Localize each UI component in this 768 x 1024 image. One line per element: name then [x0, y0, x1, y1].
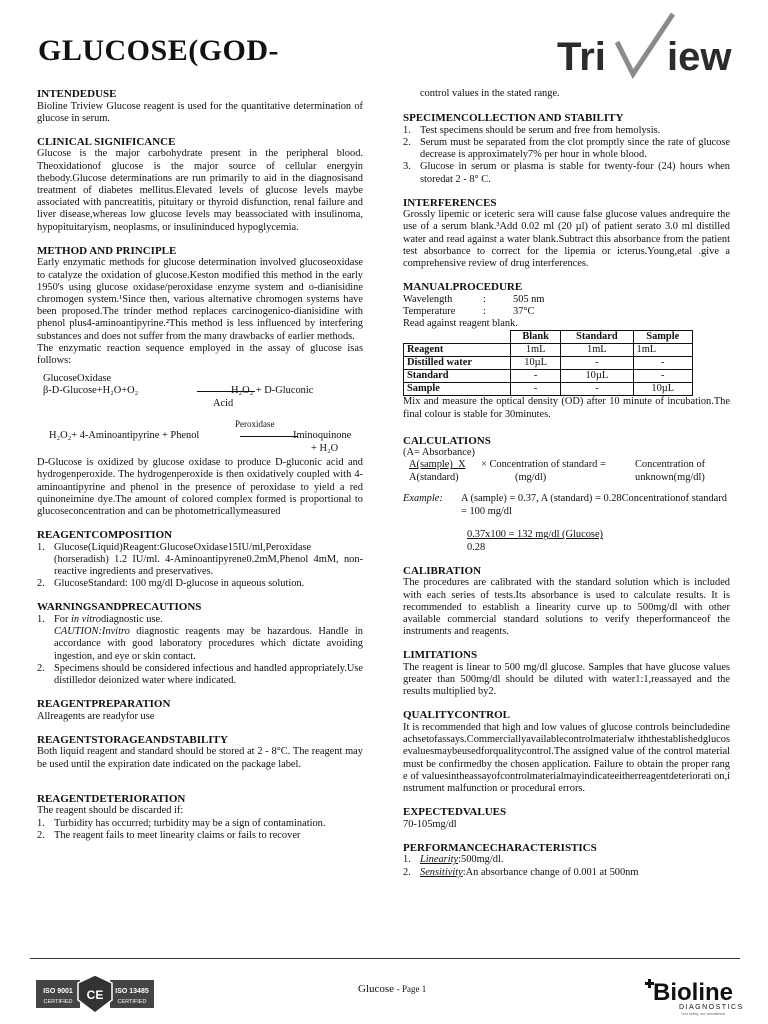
manual-heading: MANUALPROCEDURE [403, 281, 523, 294]
specimen-list [403, 125, 730, 186]
interferences-heading: INTERFERENCES [403, 196, 497, 209]
reaction-2-left: H₂O₂+ 4-Aminoantipyrine + Phenol [49, 430, 200, 442]
performance-heading: PERFORMANCECHARACTERISTICS [403, 841, 597, 854]
reaction-1-left: β-D-Glucose+H₂O+O₂ [43, 385, 139, 397]
list-item: 2. Sensitivity:An absorbance change of 0.001 at 500nm [403, 866, 639, 878]
list-item: 1. Glucose(Liquid)Reagent:GlucoseOxidase15IU/ml,Peroxidase (horseradish) 1.2 IU/ml. 4-Aminoantipyrene0.2mM,Phenol 4mM, non-reactive ingredients and preservatives. [37, 541, 363, 578]
reaction-2-right: Iminoquinone [293, 430, 352, 442]
performance-list [403, 854, 730, 878]
result-top: Concentration of [635, 459, 706, 471]
triview-logo [555, 12, 745, 82]
reaction-1-acid: Acid [213, 398, 234, 410]
enzyme-1: GlucoseOxidase [43, 373, 112, 385]
qc-heading: QUALITYCONTROL [403, 709, 510, 722]
table-row: Distilled water 10µL - - [404, 357, 693, 370]
iso-certification-badge [36, 974, 154, 1014]
unit: (mg/dl) [515, 472, 547, 484]
frac-bottom: A(standard) [409, 472, 459, 484]
deterioration-heading: REAGENTDETERIORATION [37, 792, 186, 805]
absorbance-note: (A= Absorbance) [403, 447, 475, 459]
example-text: A (sample) = 0.37, A (standard) = 0.28Concentrationof standard = 100 mg/dl [461, 493, 727, 517]
svg-text:iew: iew [667, 35, 732, 79]
example-label: Example: [403, 493, 443, 505]
header-sample: Sample [633, 331, 692, 344]
svg-text:ISO 9001: ISO 9001 [43, 988, 73, 995]
right-column [403, 88, 730, 879]
reagent-comp-list [37, 542, 363, 591]
expected-heading: EXPECTEDVALUES [403, 806, 507, 819]
intended-use-heading: INTENDEDUSE [37, 88, 117, 100]
svg-text:Your safety, our commitment: Your safety, our commitment [681, 1012, 726, 1016]
clinical-heading: CLINICAL SIGNIFICANCE [37, 135, 176, 148]
warnings-heading: WARNINGSANDPRECAUTIONS [37, 601, 202, 614]
enzyme-2: Peroxidase [235, 419, 275, 430]
calibration-text: The procedures are calibrated with the standard solution which is included with each series of tests.Its absorbance is used to calculate results. It is recommended to establish a linearity curve up to 500mg/dl with other available commercial standard solutions to verify theperformanceof the instruments and reagents. [403, 577, 730, 638]
left-column [37, 88, 363, 842]
list-item: 2. Serum must be separated from the clot promptly since the rate of glucose decrease is approximately7% per hour in whole blood. [403, 136, 730, 161]
calibration-heading: CALIBRATION [403, 564, 482, 577]
manual-after: Mix and measure the optical density (OD) after 10 minute of incubation.The final colour is stable for 30minutes. [403, 396, 730, 420]
list-item: 1. Linearity:500mg/dl. [403, 854, 504, 866]
interferences-text: Grossly lipemic or iceteric sera will cause false glucose values andrequire the use of a serum blank.³Add 0.02 ml (20 µl) of patient serato 3.0 ml distilled water and read against a water blank.Subtract this absorbance from the patient test absorbance to correct for the lipemia or icterus.Young,etal .give a comprehensive review of drug interferences. [403, 209, 730, 270]
method-text-1: Early enzymatic methods for glucose determination involved glucoseoxidase to catalyze the oxidation of glucose.Keston modified this method in the early 1950's using glucose oxidase/peroxidase enzyme system and o-dianisidine chromogen system.¹Since then, various alternative chromogen systems have been proposed.The trinder method replaces carcinogenico-dianisidine with phenol plus4-aminoantipyrine.²This method is less influenced by interfering substances and does not suffer from the many drawbacks of earlier methods. [37, 257, 363, 342]
svg-text:DIAGNOSTICS: DIAGNOSTICS [679, 1004, 744, 1011]
continued-text: control values in the stated range. [420, 88, 560, 99]
warnings-list [37, 614, 363, 687]
list-item: 3. Glucose in serum or plasma is stable for twenty-four (24) hours when storedat 2 - 8° C. [403, 161, 730, 185]
list-item: 1. For in vitrodiagnostic use. CAUTION:Invitro diagnostic reagents may be hazardous. Handle in accordance with good laboratory procedures which dictate avoiding ingestion, and eye or skin contact. [37, 613, 363, 662]
times-conc: × Concentration of standard = [481, 459, 606, 471]
svg-text:CERTIFIED: CERTIFIED [117, 999, 147, 1005]
reaction-2-arrow [240, 436, 298, 437]
storage-text: Both liquid reagent and standard should be stored at 2 - 8°C. The reagent may be used until the expiration date indicated on the package label. [37, 746, 363, 770]
table-row: Standard - 10µL - [404, 370, 693, 383]
method-text-2: The enzymatic reaction sequence employed in the assay of glucose isas follows: [37, 342, 363, 366]
page-title: GLUCOSE(GOD- [38, 34, 280, 67]
reaction-scheme [37, 373, 363, 457]
bioline-logo [645, 974, 755, 1016]
footer-page-label: Glucose - Page 1 [358, 983, 427, 995]
list-item: 1. Turbidity has occurred; turbidity may be a sign of contamination. [37, 817, 326, 829]
qc-text: It is recommended that high and low values of glucose controls beincludedineachsetofassays.Commerciallyavailablecontrolmaterialw iththestablishedglucosevaluesmaybeusedforqualitycontrol.The assigned value of the control material must be confirmedby the chosen application. Failure to obtain the proper range of valuesintheassayofcontrolmaterialmayindicateeitherreagentdeteriorati on,instrument malfunction or procedural errors. [403, 721, 730, 794]
list-item: 1. Test specimens should be serum and free from hemolysis. [403, 124, 661, 136]
example-denominator: 0.28 [467, 541, 486, 553]
clinical-text: Glucose is the major carbohydrate present in the peripheral blood. Theoxidationof glucose is the major source of cellular energyin thebody.Glucose determinations are run primarily to aid in the diagnosisand treatment of diabetes mellitus.Elevated levels of glucose levels maybe associated with pancreatitis, pituitary or thyroid disfunction, renal failure and liver disease,whereas low glucose levels may beassociated with insulinoma, hypopituitaryism, neoplasms, or insulininduced hypoglycemia. [37, 148, 363, 233]
limitations-heading: LIMITATIONS [403, 649, 478, 662]
list-item: 2. The reagent fails to meet linearity claims or fails to recover [37, 829, 301, 841]
calculations-heading: CALCULATIONS [403, 434, 491, 447]
expected-text: 70-105mg/dl [403, 818, 457, 830]
method-text-3: D-Glucose is oxidized by glucose oxidase to produce D-gluconic acid and hydrogenperoxide. The hydrogenperoxide is then oxidatively coupled with 4-aminoantipyrine and phenol in the presence of peroxidase to yield a red quinoneimine dye.The amount of colored complex formed is proportional to glucoseconcentration and can be photometricallymeasured [37, 457, 363, 517]
prep-text: Allreagents are readyfor use [37, 710, 155, 722]
svg-text:Bioline: Bioline [653, 979, 734, 1006]
example-calc [403, 529, 730, 553]
example-block [403, 493, 730, 521]
procedure-table [403, 330, 693, 396]
frac-top: A(sample) X [409, 459, 466, 471]
header-blank: Blank [511, 331, 561, 344]
list-item: 2. GlucoseStandard: 100 mg/dl D-glucose in aqueous solution. [37, 578, 305, 590]
limitations-text: The reagent is linear to 500 mg/dl glucose. Samples that have glucose values greater than 500mg/dl should be diluted with water1:1,reassayed and the results multiplied by2. [403, 661, 730, 698]
deterioration-intro: The reagent should be discarded if: [37, 805, 184, 817]
deterioration-list [37, 818, 363, 842]
temperature-row: Temperature : 37°C [403, 305, 535, 317]
header-standard: Standard [561, 331, 633, 344]
svg-text:CE: CE [86, 988, 104, 1002]
list-item: 2. Specimens should be considered infectious and handled appropriately.Use distilledor deionized water where indicated. [37, 662, 363, 686]
example-numerator: 0.37x100 = 132 mg/dl (Glucose) [467, 529, 604, 541]
reagent-comp-heading: REAGENTCOMPOSITION [37, 529, 173, 542]
reaction-2-water: + H₂O [311, 443, 339, 455]
svg-text:CERTIFIED: CERTIFIED [43, 999, 73, 1005]
prep-heading: REAGENTPREPARATION [37, 698, 171, 711]
svg-text:ISO 13485: ISO 13485 [115, 988, 149, 995]
table-row: Sample - - 10µL [404, 383, 693, 396]
method-heading: METHOD AND PRINCIPLE [37, 244, 177, 257]
reaction-1-right: H₂O₂ + D-Gluconic [231, 385, 314, 397]
read-against: Read against reagent blank. [403, 318, 518, 330]
svg-text:Tri: Tri [557, 35, 606, 79]
footer-divider [30, 958, 740, 959]
result-bottom: unknown(mg/dl) [635, 472, 705, 484]
calc-formula [403, 459, 730, 485]
table-row: Reagent 1mL 1mL 1mL [404, 344, 693, 357]
storage-heading: REAGENTSTORAGEANDSTABILITY [37, 733, 228, 746]
specimen-heading: SPECIMENCOLLECTION AND STABILITY [403, 112, 624, 125]
table-header-row [404, 331, 693, 344]
intended-use-text: Bioline Triview Glucose reagent is used for the quantitative determination of glucose in serum. [37, 100, 363, 124]
wavelength-row: Wavelength : 505 nm [403, 293, 545, 305]
